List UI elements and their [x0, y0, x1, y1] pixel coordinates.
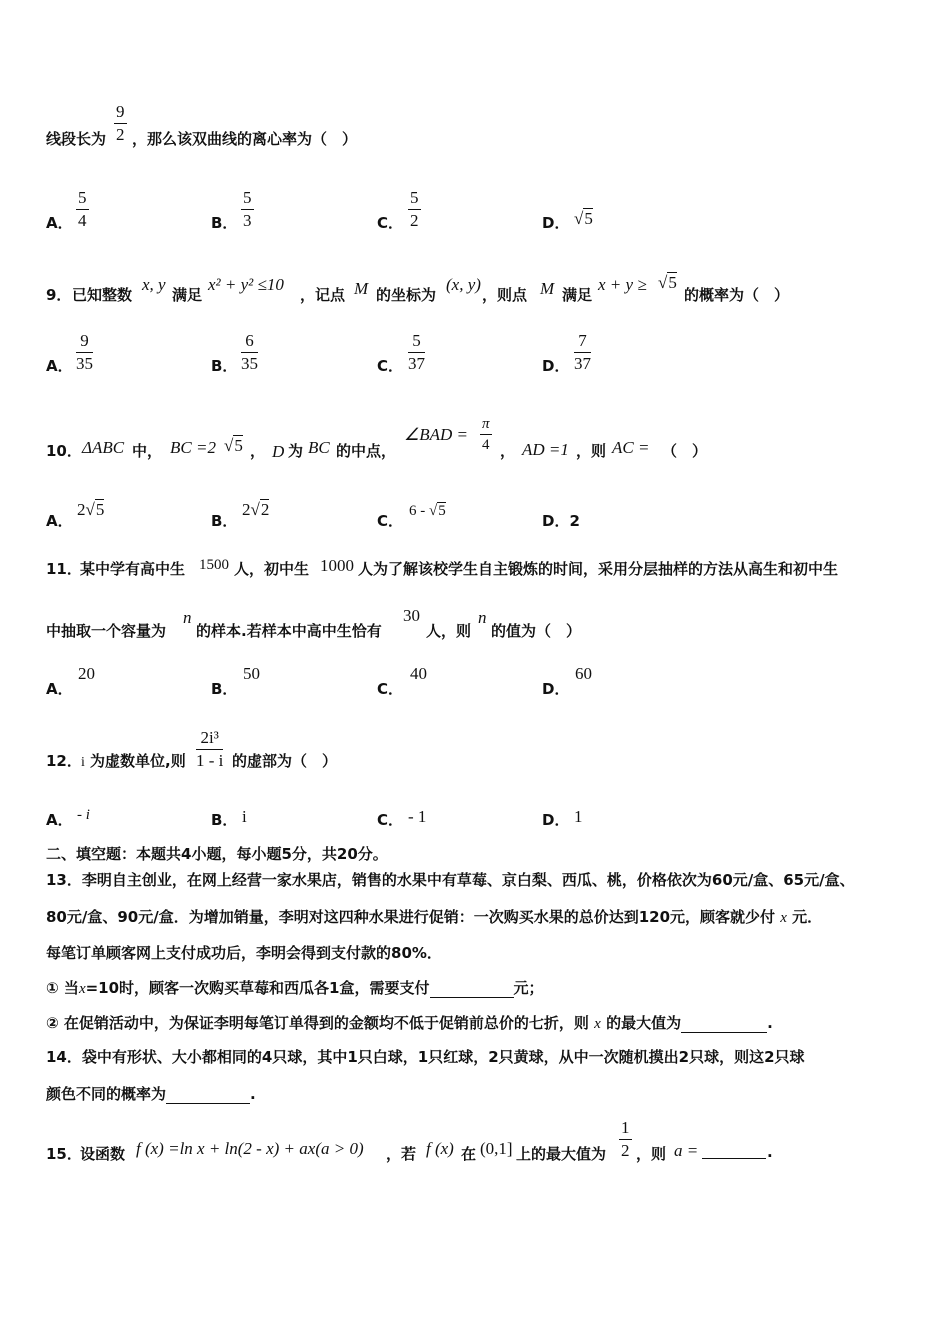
- q12-text: 的虚部为（ ）: [232, 752, 338, 770]
- q9-option-a: $\frac{9}{35}$: [76, 331, 93, 373]
- q9-text: 的坐标为: [376, 286, 437, 304]
- q12-option-a: - i: [77, 807, 90, 823]
- q14-line-2: 颜色不同的概率为 .: [46, 1085, 256, 1103]
- q11-1000: 1000: [320, 556, 354, 575]
- q15-a: a =: [674, 1141, 699, 1160]
- q15-text: ，若: [386, 1145, 417, 1163]
- q11-option-c: 40: [410, 664, 427, 683]
- q8-fraction: $\frac{9}{2}$: [116, 102, 125, 144]
- q12-option-d-label: D．: [542, 811, 570, 829]
- q9-option-c: $\frac{5}{37}$: [408, 331, 425, 373]
- q8-option-b: $\frac{5}{3}$: [243, 188, 252, 230]
- q15-text: .: [767, 1143, 773, 1161]
- q8-option-d-label: D．: [542, 214, 570, 232]
- q11-option-b-label: B．: [211, 680, 238, 698]
- q10-option-d: D．2: [542, 512, 580, 530]
- q12-option-c-label: C．: [377, 811, 404, 829]
- q12-option-b-label: B．: [211, 811, 238, 829]
- q15-interval: (0,1]: [480, 1139, 513, 1158]
- q9-text: 满足: [172, 286, 203, 304]
- q10-text: （ ）: [662, 442, 708, 460]
- q11-text: 的值为（ ）: [491, 622, 582, 640]
- q9-condition: x² + y² ≤10: [208, 275, 284, 294]
- q15-number: 15．: [46, 1145, 82, 1163]
- q10-bc-sqrt: √5: [224, 436, 243, 455]
- q9-text: 的概率为（ ）: [684, 286, 790, 304]
- q9-number: 9．: [46, 286, 72, 304]
- q15-text: 在: [461, 1145, 477, 1163]
- q10-option-c-label: C．: [377, 512, 404, 530]
- q10-text: 为: [288, 442, 304, 460]
- q10-option-b-label: B．: [211, 512, 238, 530]
- q10-text: ，: [250, 442, 266, 460]
- q15-text: ，则: [636, 1145, 667, 1163]
- q9-option-b-label: B．: [211, 357, 238, 375]
- q11-text: 某中学有高中生: [80, 560, 186, 578]
- q11-text: 的样本.若样本中高中生恰有: [196, 622, 382, 640]
- q10-option-a-label: A．: [46, 512, 73, 530]
- q9-condition-2: x + y ≥: [598, 275, 647, 294]
- q15-text: 设函数: [80, 1145, 126, 1163]
- q11-text: 人，初中生: [234, 560, 310, 578]
- q9-text: 满足: [562, 286, 593, 304]
- q8-question-end: ，那么该双曲线的离心率为（ ）: [132, 130, 358, 148]
- q12-option-a-label: A．: [46, 811, 73, 829]
- q8-option-b-label: B．: [211, 214, 238, 232]
- q14-line-1: 14．袋中有形状、大小都相同的4只球，其中1只白球，1只红球，2只黄球，从中一次随机摸出2只球，则这2只球: [46, 1048, 805, 1066]
- q8-option-c: $\frac{5}{2}$: [410, 188, 419, 230]
- q9-coord: (x, y): [446, 275, 481, 294]
- q12-option-d: 1: [574, 807, 583, 826]
- q11-option-a-label: A．: [46, 680, 73, 698]
- q9-option-c-label: C．: [377, 357, 404, 375]
- q10-bc: BC: [308, 438, 330, 457]
- q10-pi-over-4: $\frac{\pi}{4}$: [482, 416, 490, 453]
- q9-option-d-label: D．: [542, 357, 570, 375]
- q11-n: n: [478, 608, 487, 627]
- q10-option-a: 2√5: [77, 500, 105, 519]
- q11-option-c-label: C．: [377, 680, 404, 698]
- q10-ac: AC =: [612, 438, 650, 457]
- q10-text: ，则: [576, 442, 607, 460]
- q9-option-a-label: A．: [46, 357, 73, 375]
- q8-text: 线段长为: [46, 130, 107, 148]
- q13-part-2: ② 在促销活动中，为保证李明每笔订单得到的金额均不低于促销前总价的七折，则 x 的最大值为 .: [46, 1014, 773, 1032]
- q9-text: ，则点: [482, 286, 528, 304]
- q11-text: 人，则: [426, 622, 472, 640]
- q12-option-c: - 1: [408, 807, 427, 826]
- q15-fx: f (x): [426, 1139, 454, 1158]
- q9-sqrt: √5: [658, 273, 677, 292]
- q9-text: 已知整数: [72, 286, 133, 304]
- q15-function: f (x) =ln x + ln(2 - x) + ax(a > 0): [136, 1139, 364, 1158]
- q9-point-m: M: [540, 279, 555, 298]
- q8-option-c-label: C．: [377, 214, 404, 232]
- q10-text: 的中点，: [336, 442, 397, 460]
- q10-ad: AD =1: [522, 440, 569, 459]
- q10-text: 中，: [132, 442, 163, 460]
- q8-option-a-label: A．: [46, 214, 73, 232]
- q8-option-d: √5: [574, 209, 593, 228]
- q11-30: 30: [403, 606, 420, 625]
- q15-fraction: $\frac{1}{2}$: [621, 1118, 630, 1160]
- q12-fraction: $\frac{\text{2i³}}{1 - i}$: [196, 728, 224, 770]
- q11-text: 人为了解该校学生自主锻炼的时间，采用分层抽样的方法从高生和初中生: [358, 560, 839, 578]
- q11-n: n: [183, 608, 192, 627]
- q9-option-b: $\frac{6}{35}$: [241, 331, 258, 373]
- answer-blank-4[interactable]: [702, 1144, 766, 1159]
- q10-angle: ∠BAD =: [404, 425, 469, 444]
- q8-option-a: $\frac{5}{4}$: [78, 188, 87, 230]
- q11-option-d-label: D．: [542, 680, 570, 698]
- q10-number: 10．: [46, 442, 82, 460]
- q12-i: i: [81, 755, 85, 770]
- answer-blank-3[interactable]: [166, 1085, 250, 1104]
- q10-option-b: 2√2: [242, 500, 270, 519]
- q13-line-3: 每笔订单顾客网上支付成功后，李明会得到支付款的80%．: [46, 944, 442, 962]
- q12-number: 12．: [46, 752, 82, 770]
- q10-option-c: 6 - √5: [409, 503, 446, 519]
- q10-text: ，: [500, 442, 516, 460]
- q9-point-m: M: [354, 279, 369, 298]
- q9-vars: x, y: [142, 275, 166, 294]
- q15-text: 上的最大值为: [516, 1145, 607, 1163]
- q12-text: 为虚数单位,则: [90, 752, 186, 770]
- q10-d: D: [272, 442, 285, 461]
- q10-bc: BC =2: [170, 438, 216, 457]
- q11-1500: 1500: [199, 557, 229, 573]
- section-heading: 二、填空题：本题共4小题，每小题5分，共20分。: [46, 845, 388, 863]
- q10-triangle: ΔABC: [82, 438, 125, 457]
- q12-option-b: i: [242, 807, 247, 826]
- q9-option-d: $\frac{7}{37}$: [574, 331, 591, 373]
- answer-blank-1[interactable]: [430, 979, 514, 998]
- q11-option-b: 50: [243, 664, 260, 683]
- q11-option-a: 20: [78, 664, 95, 683]
- q9-text: ，记点: [300, 286, 346, 304]
- q13-line-1: 13．李明自主创业，在网上经营一家水果店，销售的水果中有草莓、京白梨、西瓜、桃，价格依次为60元/盒、65元/盒、: [46, 871, 855, 889]
- q11-option-d: 60: [575, 664, 592, 683]
- q11-number: 11．: [46, 560, 82, 578]
- q13-line-2: 80元/盒、90元/盒．为增加销量，李明对这四种水果进行促销：一次购买水果的总价达到120元，顾客就少付 x 元．: [46, 908, 823, 926]
- q11-text: 中抽取一个容量为: [46, 622, 167, 640]
- answer-blank-2[interactable]: [681, 1014, 767, 1033]
- q13-part-1: ① 当x=10时，顾客一次购买草莓和西瓜各1盒，需要支付 元；: [46, 979, 544, 997]
